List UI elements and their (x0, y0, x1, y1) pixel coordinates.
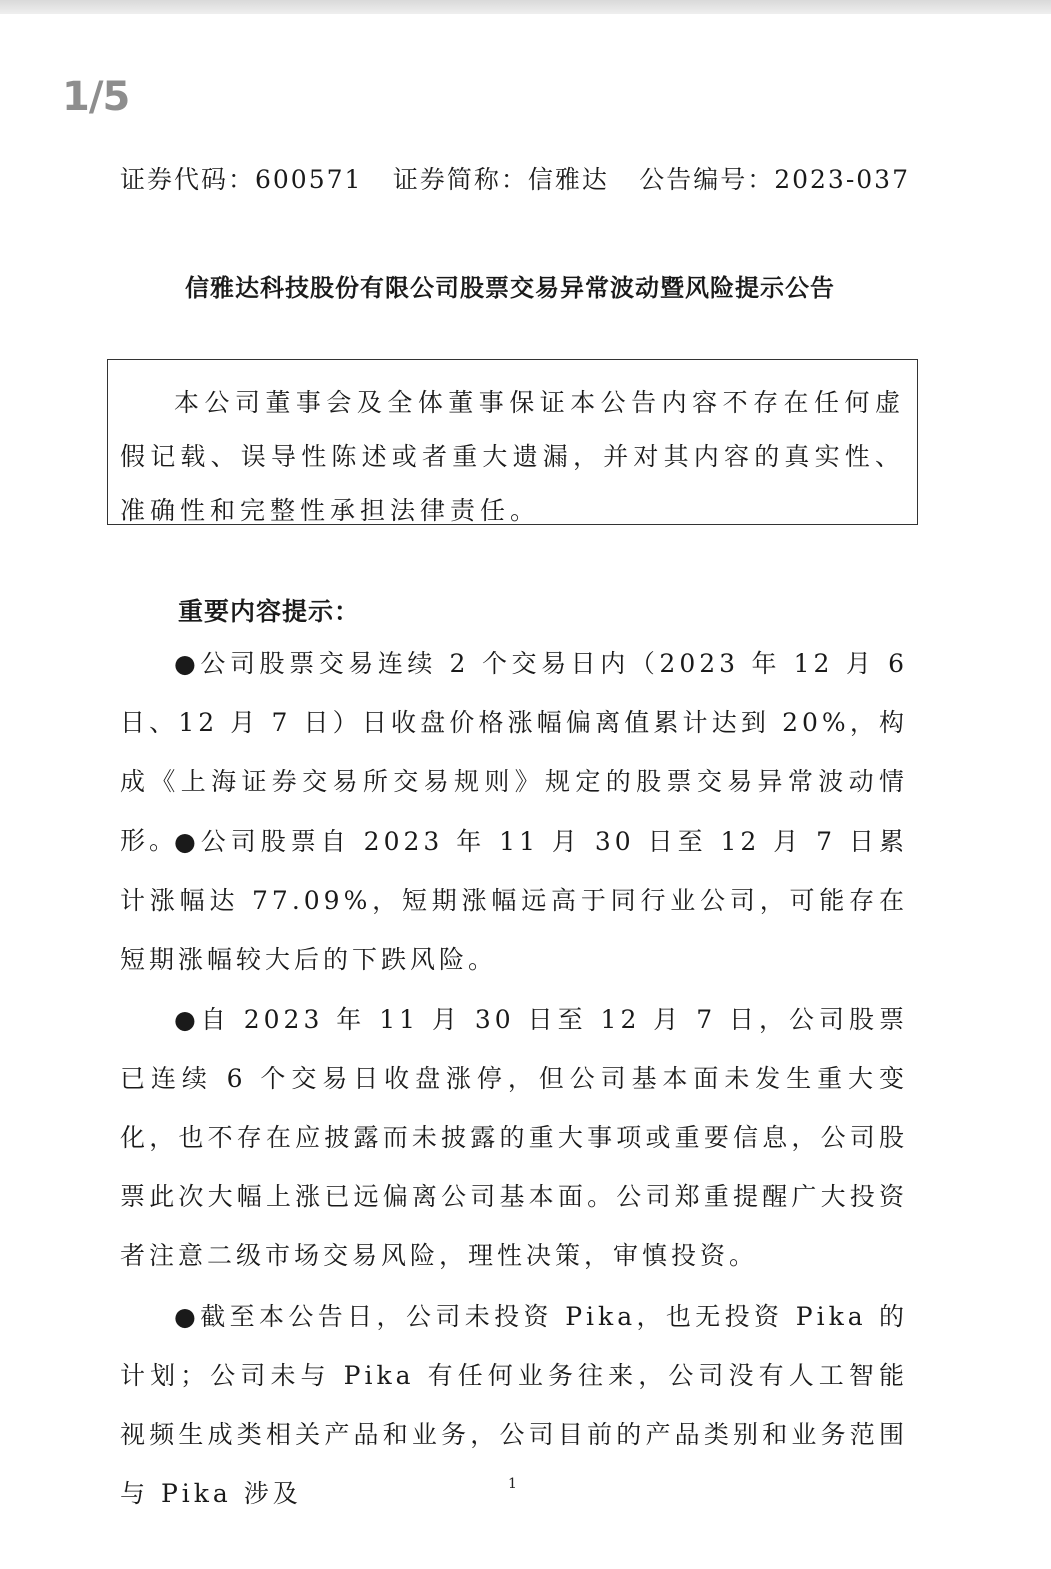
announcement-number: 公告编号：2023-037 (639, 165, 910, 194)
page-indicator: 1/5 (62, 74, 130, 120)
key-point-paragraph: ●截至本公告日，公司未投资 Pika，也无投资 Pika 的计划；公司未与 Pika 有任何业务往来，公司没有人工智能视频生成类相关产品和业务，公司目前的产品类别和业务范围与 Pika 涉及 (120, 1302, 908, 1508)
key-point-paragraph: ●公司股票自 2023 年 11 月 30 日至 12 月 7 日累计涨幅达 77.09%，短期涨幅远高于同行业公司，可能存在短期涨幅较大后的下跌风险。 (120, 827, 908, 974)
key-points-heading: 重要内容提示： (178, 597, 361, 626)
document-header (120, 160, 910, 196)
document-title: 信雅达科技股份有限公司股票交易异常波动暨风险提示公告 (185, 274, 835, 302)
board-guarantee-notice: 本公司董事会及全体董事保证本公告内容不存在任何虚假记载、误导性陈述或者重大遗漏，并对其内容的真实性、准确性和完整性承担法律责任。 (107, 359, 918, 525)
key-point-paragraph: ●公司股票交易连续 2 个交易日内（2023 年 12 月 6 日、12 月 7 日）日收盘价格涨幅偏离值累计达到 20%，构成《上海证券交易所交易规则》规定的股票交易异常波动情形。 (120, 649, 908, 855)
stock-code: 证券代码：600571 (120, 165, 363, 194)
key-point-paragraph: ●自 2023 年 11 月 30 日至 12 月 7 日，公司股票已连续 6 个交易日收盘涨停，但公司基本面未发生重大变化，也不存在应披露而未披露的重大事项或重要信息，公司股票此次大幅上涨已远偏离公司基本面。公司郑重提醒广大投资者注意二级市场交易风险，理性决策，审慎投资。 (120, 1005, 908, 1270)
stock-abbreviation: 证券简称：信雅达 (392, 165, 609, 194)
page-number: 1 (508, 1476, 517, 1492)
viewer-top-bar (0, 0, 1051, 14)
